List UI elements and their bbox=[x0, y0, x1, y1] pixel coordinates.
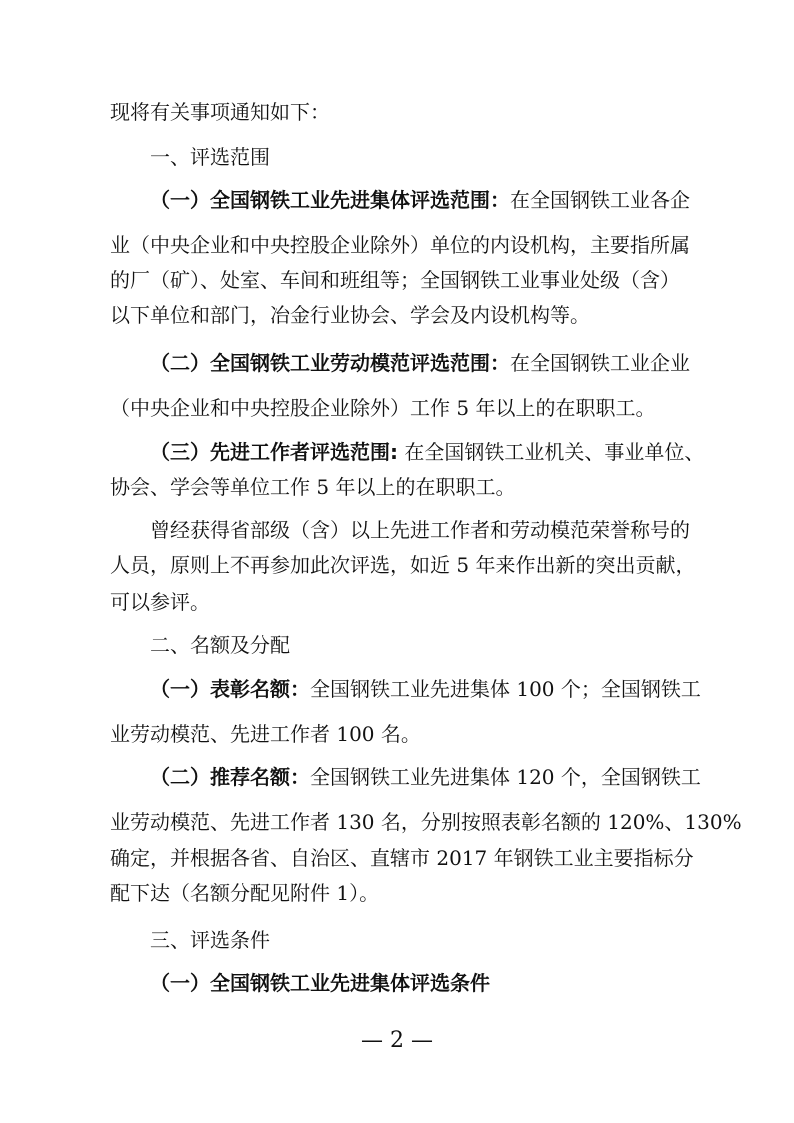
paragraph bbox=[150, 188, 690, 212]
paragraph-line: 人员，原则上不再参加此次评选，如近 5 年来作出新的突出贡献， bbox=[110, 553, 696, 577]
section-2-heading: 二、名额及分配 bbox=[150, 633, 290, 657]
paragraph-line: 的厂（矿）、处室、车间和班组等；全国钢铁工业事业处级（含） bbox=[110, 268, 680, 292]
paragraph bbox=[150, 351, 690, 375]
section-3-heading: 三、评选条件 bbox=[150, 928, 270, 952]
paragraph-text: 在全国钢铁工业机关、事业单位、 bbox=[398, 440, 705, 464]
paragraph bbox=[150, 440, 704, 464]
paragraph-line: 可以参评。 bbox=[110, 590, 210, 614]
paragraph bbox=[150, 765, 701, 789]
paragraph-text: 在全国钢铁工业各企 bbox=[510, 188, 690, 212]
intro-text: 现将有关事项通知如下： bbox=[110, 100, 330, 124]
paragraph-line: （中央企业和中央控股企业除外）工作 5 年以上的在职职工。 bbox=[110, 396, 656, 420]
subsection-heading: （一）全国钢铁工业先进集体评选条件 bbox=[150, 971, 490, 995]
paragraph bbox=[150, 677, 701, 701]
paragraph-line: 以下单位和部门，冶金行业协会、学会及内设机构等。 bbox=[110, 303, 590, 327]
paragraph-line: 业（中央企业和中央控股企业除外）单位的内设机构，主要指所属 bbox=[110, 233, 690, 257]
paragraph-label: （二）全国钢铁工业劳动模范评选范围： bbox=[150, 351, 510, 375]
paragraph-text: 在全国钢铁工业企业 bbox=[510, 351, 690, 375]
paragraph-line: 业劳动模范、先进工作者 100 名。 bbox=[110, 722, 421, 746]
section-1-heading: 一、评选范围 bbox=[150, 145, 270, 169]
paragraph-line: 业劳动模范、先进工作者 130 名，分别按照表彰名额的 120%、130% bbox=[110, 810, 742, 834]
paragraph-line: 配下达（名额分配见附件 1）。 bbox=[110, 881, 380, 905]
paragraph-label: （一）表彰名额： bbox=[150, 677, 310, 701]
paragraph-label: （三）先进工作者评选范围: bbox=[150, 440, 398, 464]
paragraph-text: 全国钢铁工业先进集体 100 个；全国钢铁工 bbox=[310, 677, 701, 701]
paragraph-line: 协会、学会等单位工作 5 年以上的在职职工。 bbox=[110, 475, 516, 499]
paragraph-label: （二）推荐名额： bbox=[150, 765, 310, 789]
paragraph-line: 确定，并根据各省、自治区、直辖市 2017 年钢铁工业主要指标分 bbox=[110, 846, 694, 870]
paragraph-label: （一）全国钢铁工业先进集体评选范围： bbox=[150, 188, 510, 212]
paragraph-line: 曾经获得省部级（含）以上先进工作者和劳动模范荣誉称号的 bbox=[150, 518, 690, 542]
page-number: — 2 — bbox=[361, 1028, 433, 1053]
paragraph-text: 全国钢铁工业先进集体 120 个，全国钢铁工 bbox=[310, 765, 701, 789]
